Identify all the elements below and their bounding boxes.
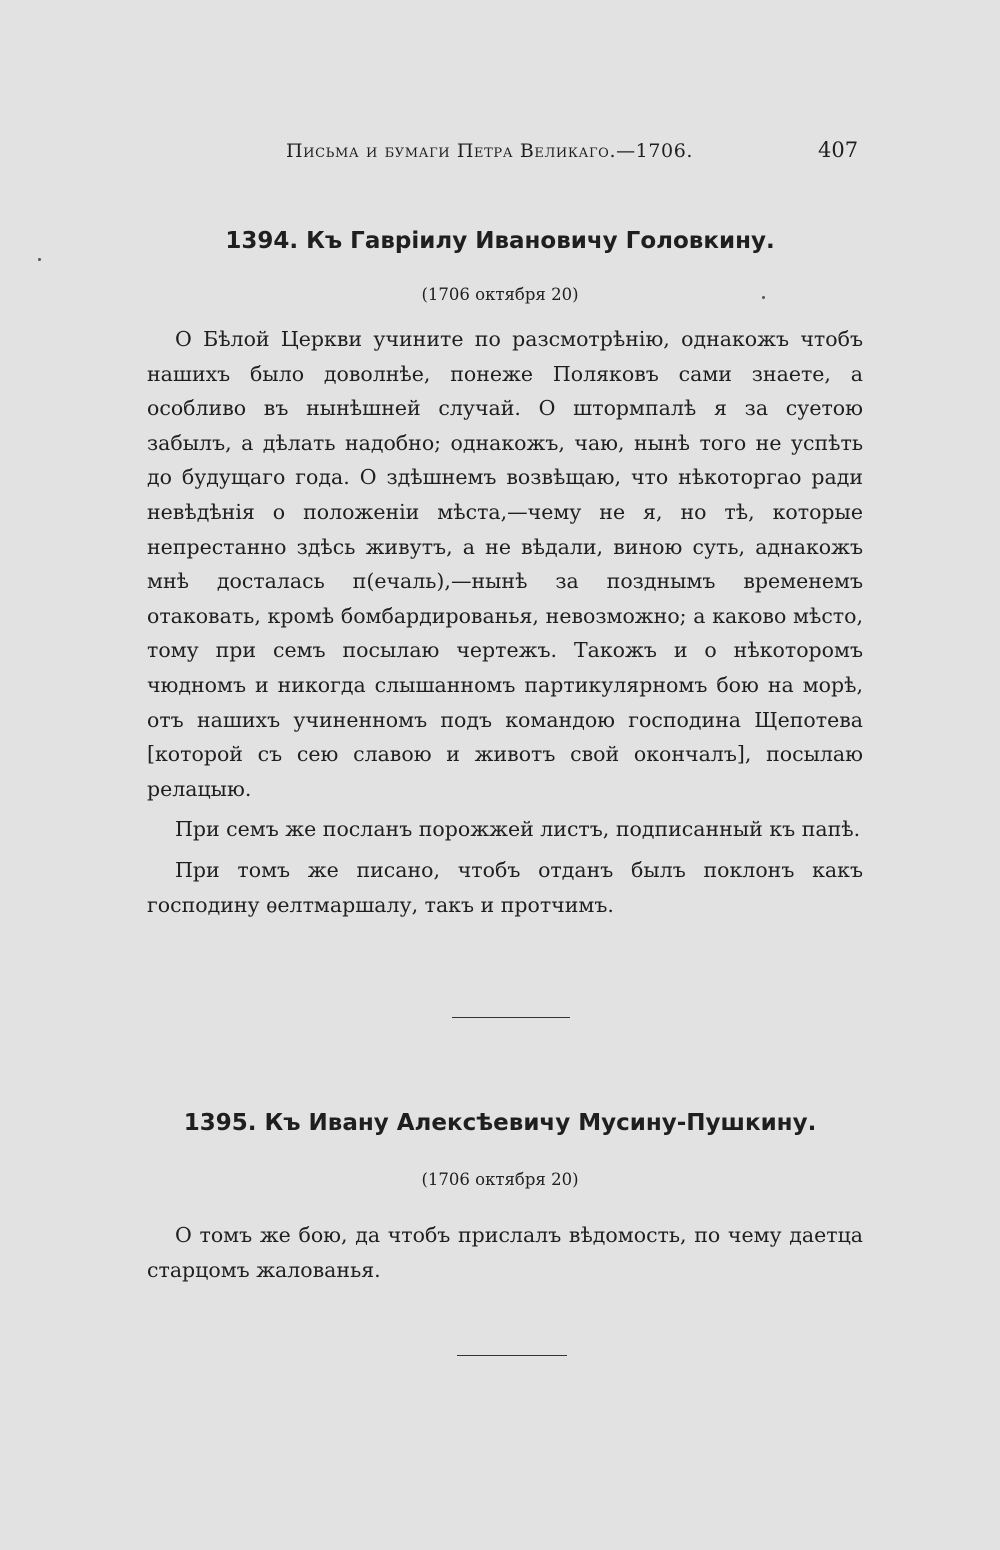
letter-1395-body [147, 1218, 863, 1287]
letter-1394-paragraph-3: При томъ же писано, чтобъ отданъ былъ поклонъ какъ господину ѳелтмаршалу, такъ и протчимъ. [147, 857, 863, 917]
letter-1394-paragraph-1: О Бѣлой Церкви учините по разсмотрѣнію, однакожъ чтобъ нашихъ было доволнѣе, понеже Поляковъ сами знаете, а особливо въ нынѣшней случай. О штормпалѣ я за суетою забылъ, а дѣлать надобно; однакожъ, чаю, нынѣ того не успѣть до будущаго года. О здѣшнемъ возвѣщаю, что нѣкоторгао ради невѣдѣнія о положеніи мѣста,—чему не я, но тѣ, которые непрестанно здѣсь живутъ, а не вѣдали, виною суть, аднакожъ мнѣ досталась п(ечаль),—нынѣ за позднымъ временемъ отаковать, кромѣ бомбардированья, невозможно; а каково мѣсто, тому при семъ посылаю чертежъ. Такожъ и о нѣкоторомъ чюдномъ и никогда слышанномъ партикулярномъ бою на морѣ, отъ нашихъ учиненномъ подъ командою господина Щепотева [которой съ сею славою и животъ свой окончалъ], посылаю релацыю. [147, 327, 863, 801]
section-divider-rule [452, 1017, 570, 1018]
letter-1395-paragraph-1: О томъ же бою, да чтобъ прислалъ вѣдомость, по чему даетца старцомъ жалованья. [147, 1223, 863, 1282]
paper-speck [762, 296, 765, 299]
end-divider-rule [457, 1355, 567, 1356]
letter-1394-body [147, 322, 863, 922]
running-head-title: Письма и бумаги Петра Великаго.—1706. [286, 140, 694, 162]
paper-speck [38, 258, 41, 261]
page-number: 407 [818, 138, 859, 162]
letter-1395-date: (1706 октября 20) [421, 1170, 579, 1189]
letter-1395-title: 1395. Къ Ивану Алексѣевичу Мусину-Пушкину. [183, 1110, 817, 1136]
letter-1394-title: 1394. Къ Гавріилу Ивановичу Головкину. [225, 228, 775, 254]
letter-1394-paragraph-2: При семъ же посланъ порожжей листъ, подписанный къ папѣ. [175, 817, 861, 842]
letter-1394-date: (1706 октября 20) [421, 285, 579, 304]
